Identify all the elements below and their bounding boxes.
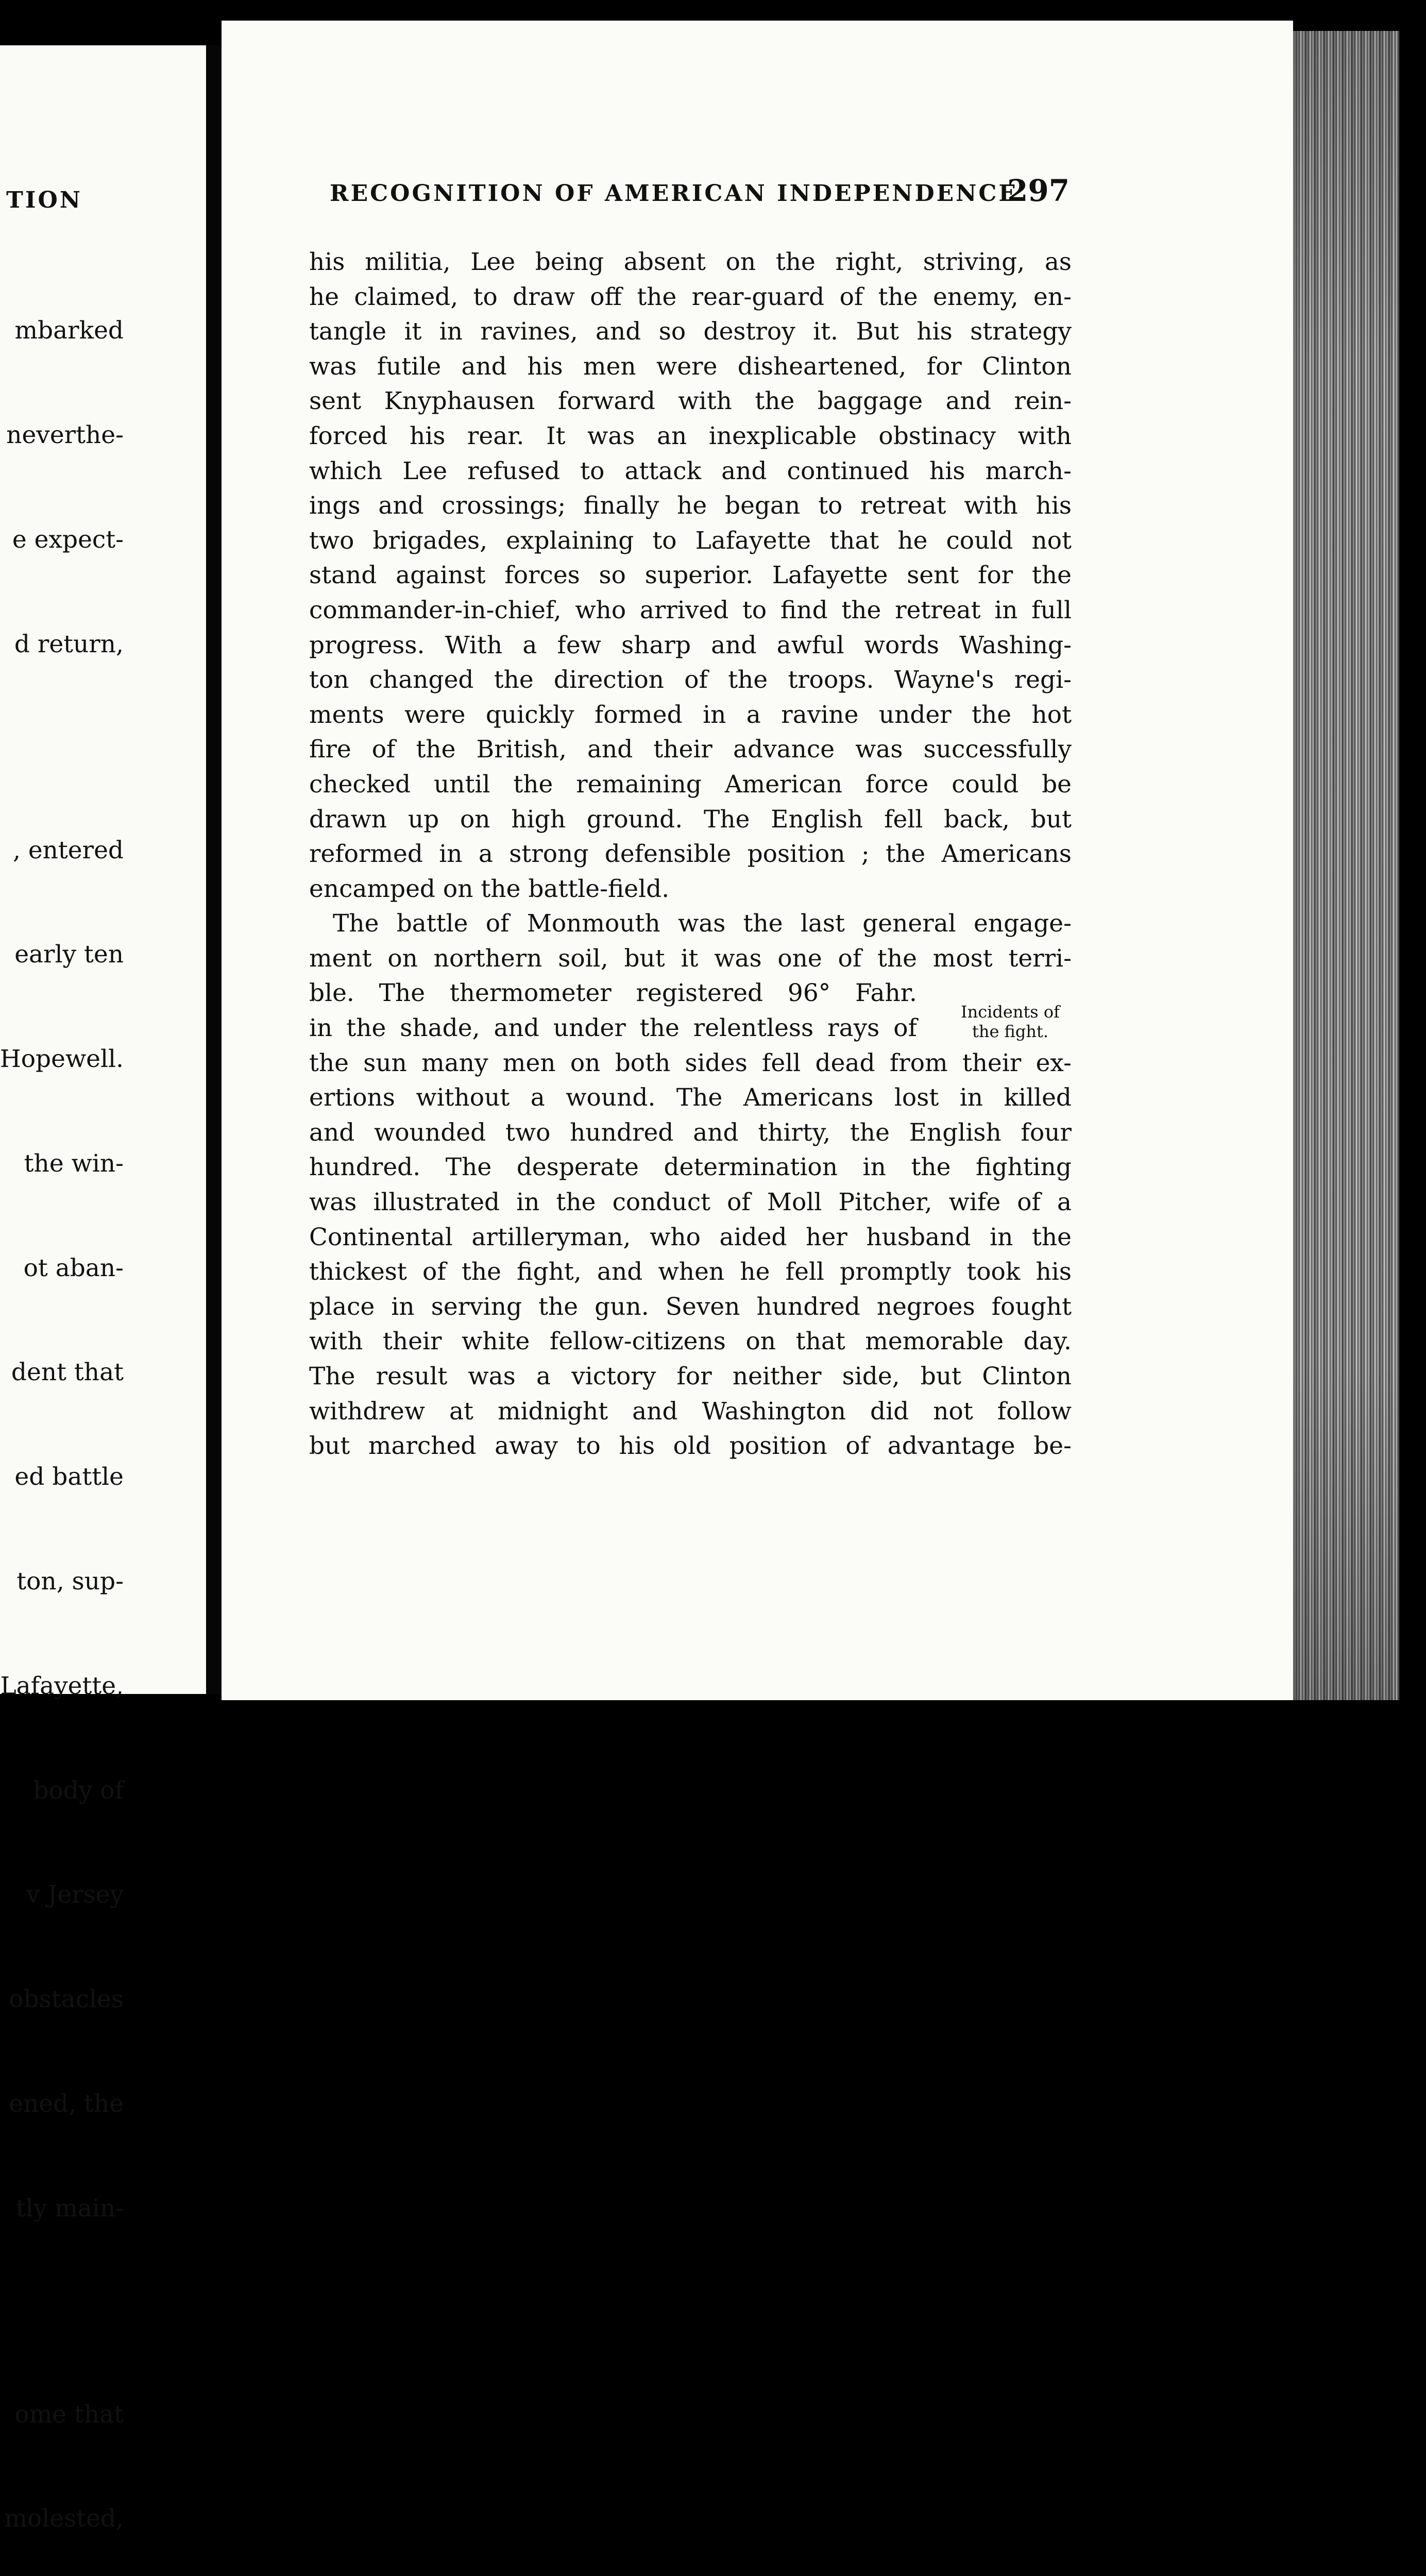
text-line: ment on northern soil, but it was one of the most terri- — [309, 944, 1072, 973]
left-line: molested, — [4, 2504, 124, 2533]
book-gutter — [206, 45, 222, 1694]
text-line: but marched away to his old position of advantage be- — [309, 1432, 1072, 1461]
left-line: obstacles — [9, 1985, 124, 2014]
left-line: d return, — [14, 630, 124, 658]
text-line: checked until the remaining American force could be — [309, 770, 1072, 799]
left-line: mbarked — [14, 316, 124, 345]
text-line: Continental artilleryman, who aided her husband in the — [309, 1223, 1072, 1251]
left-page-text — [0, 244, 124, 2576]
left-line: ed battle — [14, 1463, 124, 1492]
left-line: ton, sup- — [16, 1567, 124, 1596]
text-line: in the shade, and under the relentless rays of — [309, 1014, 917, 1043]
left-paragraph-gap — [0, 2295, 124, 2327]
left-line: e expect- — [12, 525, 124, 554]
text-line: commander-in-chief, who arrived to find the retreat in full — [309, 596, 1072, 624]
left-line: tly main- — [15, 2194, 124, 2223]
text-line: reformed in a strong defensible position ; the Americans — [309, 840, 1072, 869]
margin-note-line: the fight. — [972, 1022, 1049, 1041]
text-line: The battle of Monmouth was the last general engage- — [333, 909, 1072, 938]
text-line: thickest of the fight, and when he fell promptly took his — [309, 1258, 1072, 1286]
left-line: , entered — [12, 836, 124, 865]
text-line: The result was a victory for neither side, but Clinton — [309, 1362, 1072, 1391]
text-line: and wounded two hundred and thirty, the English four — [309, 1118, 1072, 1147]
text-line: tangle it in ravines, and so destroy it. But his strategy — [309, 317, 1072, 346]
left-line: ened, the — [9, 2089, 124, 2118]
text-line: ble. The thermometer registered 96° Fahr. — [309, 979, 917, 1008]
left-line: v Jersey — [26, 1880, 124, 1909]
text-line: he claimed, to draw off the rear-guard of the enemy, en- — [309, 282, 1072, 311]
left-line: body of — [33, 1776, 124, 1805]
left-paragraph-gap — [0, 731, 124, 763]
text-line: his militia, Lee being absent on the right, striving, as — [309, 248, 1072, 276]
running-head: RECOGNITION OF AMERICAN INDEPENDENCE — [330, 180, 1018, 207]
page-number: 297 — [1007, 173, 1070, 208]
text-line: hundred. The desperate determination in the fighting — [309, 1153, 1072, 1182]
text-line: encamped on the battle-field. — [309, 874, 670, 903]
page-edges-shadow — [1293, 31, 1396, 1700]
left-line: dent that — [11, 1358, 124, 1387]
left-line: neverthe- — [6, 420, 124, 449]
left-line: Lafayette, — [0, 1671, 124, 1700]
text-line: progress. With a few sharp and awful words Washing- — [309, 631, 1072, 659]
text-line: with their white fellow-citizens on that memorable day. — [309, 1327, 1072, 1356]
text-line: two brigades, explaining to Lafayette that he could not — [309, 526, 1072, 555]
text-line: withdrew at midnight and Washington did not follow — [309, 1397, 1072, 1426]
previous-page — [0, 45, 206, 2533]
text-line: fire of the British, and their advance was successfully — [309, 735, 1072, 764]
left-line: ot aban- — [23, 1253, 124, 1282]
body-text — [309, 245, 1072, 1464]
text-line: forced his rear. It was an inexplicable obstinacy with — [309, 421, 1072, 450]
text-line: place in serving the gun. Seven hundred negroes fought — [309, 1292, 1072, 1321]
text-line: ton changed the direction of the troops. Wayne's regi- — [309, 666, 1072, 694]
text-line: sent Knyphausen forward with the baggage and rein- — [309, 387, 1072, 416]
text-line: stand against forces so superior. Lafayette sent for the — [309, 561, 1072, 590]
text-line: ings and crossings; finally he began to retreat with his — [309, 492, 1072, 520]
text-line: was futile and his men were disheartened, for Clinton — [309, 352, 1072, 381]
margin-note — [941, 1002, 1080, 1041]
left-line: early ten — [14, 940, 124, 969]
text-line: ertions without a wound. The Americans lost in killed — [309, 1083, 1072, 1112]
margin-note-line: Incidents of — [961, 1002, 1060, 1022]
left-line: ome that — [14, 2400, 124, 2429]
left-line: Hopewell. — [0, 1045, 124, 1074]
text-line: drawn up on high ground. The English fell back, but — [309, 805, 1072, 834]
left-line: the win- — [24, 1149, 124, 1178]
text-line: was illustrated in the conduct of Moll Pitcher, wife of a — [309, 1188, 1072, 1217]
left-running-head: TION — [6, 187, 82, 213]
text-line: which Lee refused to attack and continued his march- — [309, 456, 1072, 485]
text-line: ments were quickly formed in a ravine under the hot — [309, 700, 1072, 729]
text-line: the sun many men on both sides fell dead from their ex- — [309, 1048, 1072, 1077]
